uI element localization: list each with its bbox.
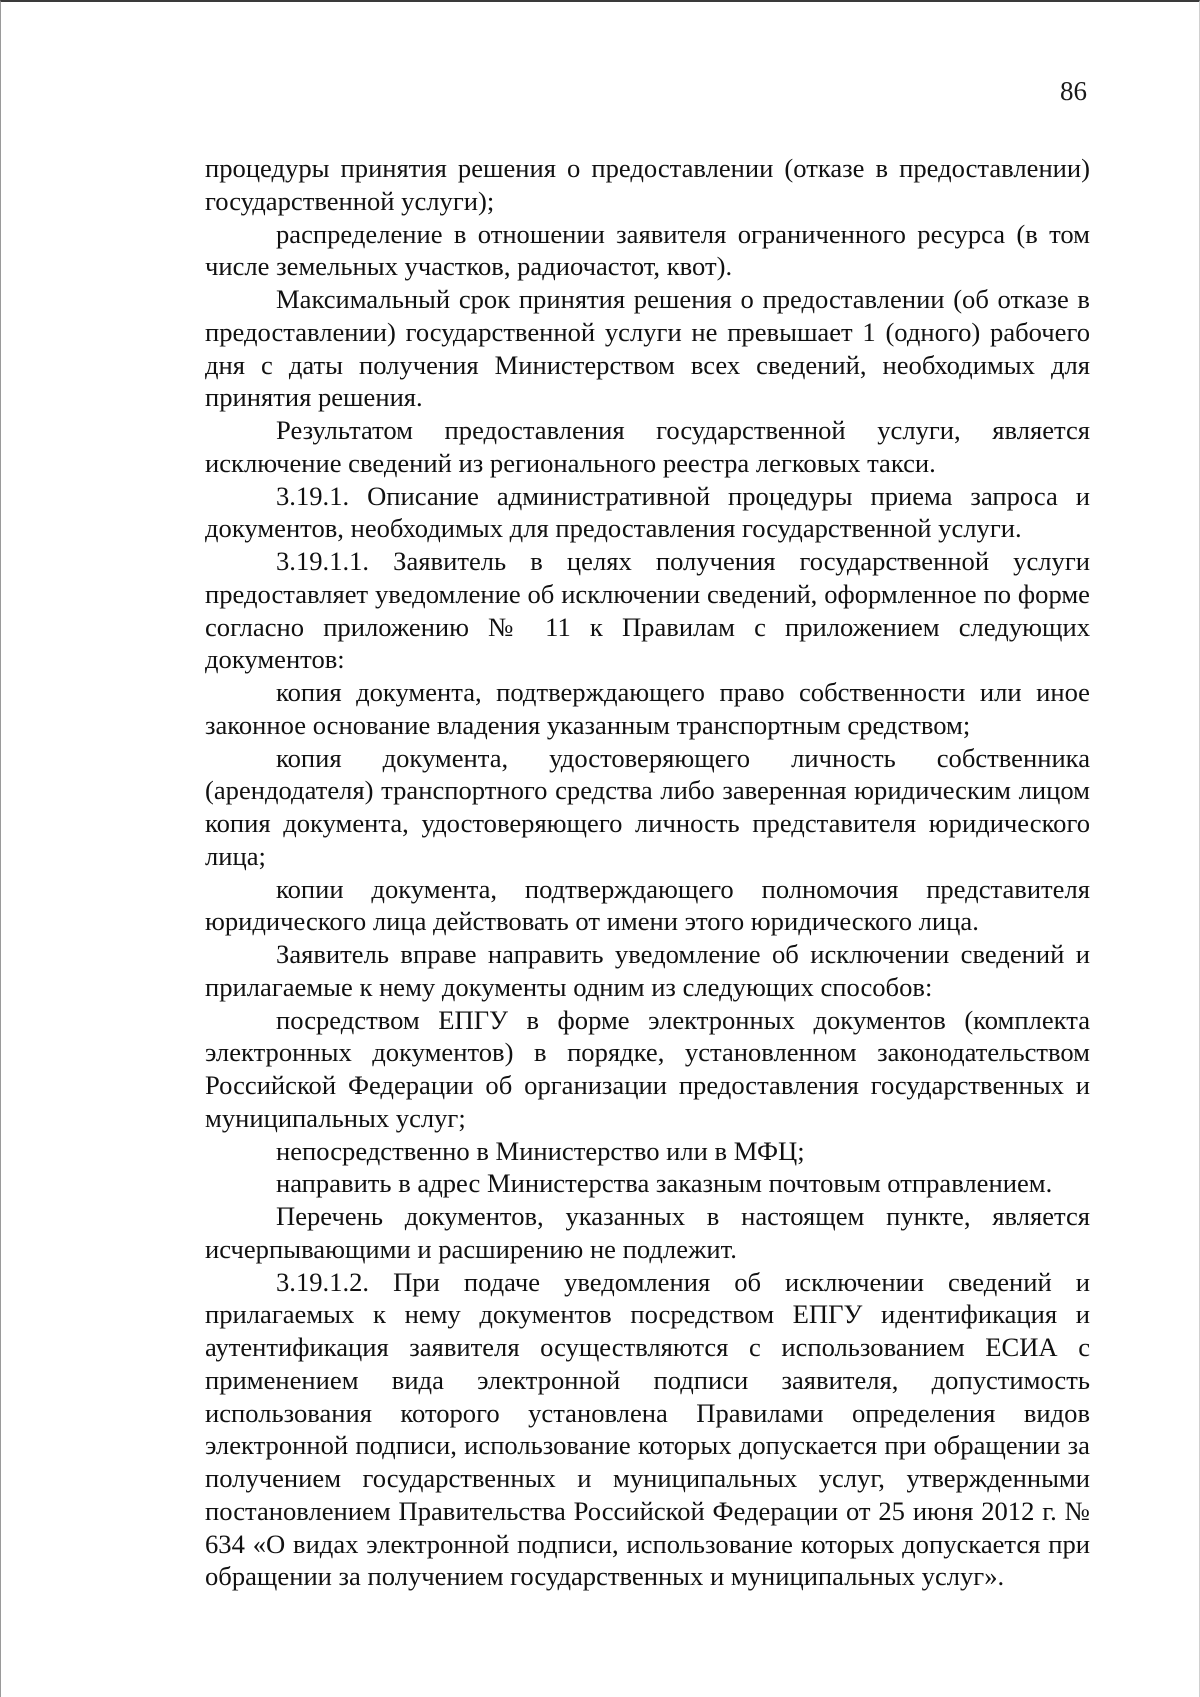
page-number: 86 bbox=[1060, 76, 1087, 106]
paragraph-authority-document: копии документа, подтверждающего полномочия представителя юридического лица действовать от имени этого юридического лица. bbox=[205, 873, 1090, 937]
paragraph-procedure-end: процедуры принятия решения о предоставлении (отказе в предоставлении) государственной услуги); bbox=[205, 153, 1090, 216]
paragraph-method-epgu: посредством ЕПГУ в форме электронных документов (комплекта электронных документов) в порядке, установленном законодательством Российской Федерации об организации предоставления государственных и муниципальных услуг; bbox=[205, 1004, 1090, 1133]
document-body bbox=[205, 152, 1090, 1593]
paragraph-identity-document: копия документа, удостоверяющего личность собственника (арендодателя) транспортного средства либо заверенная юридическим лицом копия документа, удостоверяющего личность представителя юридического лица; bbox=[205, 742, 1090, 871]
paragraph-ownership-document: копия документа, подтверждающего право собственности или иное законное основание владения указанным транспортным средством; bbox=[205, 677, 1090, 740]
paragraph-resource-distribution: распределение в отношении заявителя ограниченного ресурса (в том числе земельных участков, радиочастот, квот). bbox=[205, 218, 1090, 282]
paragraph-section-3-19-1-1: 3.19.1.1. Заявитель в целях получения государственной услуги предоставляет уведомление об исключении сведений, оформленное по форме согласно приложению № 11 к Правилам с приложением следующих документов: bbox=[205, 546, 1090, 675]
paragraph-decision-deadline: Максимальный срок принятия решения о предоставлении (об отказе в предоставлении) государственной услуги не превышает 1 (одного) рабочего дня с даты получения Министерством всех сведений, необходимых для принятия решения. bbox=[205, 284, 1090, 413]
paragraph-method-mail: направить в адрес Министерства заказным почтовым отправлением. bbox=[276, 1168, 1053, 1199]
paragraph-exhaustive-list: Перечень документов, указанных в настоящем пункте, является исчерпывающими и расширению не подлежит. bbox=[205, 1201, 1090, 1264]
paragraph-section-3-19-1-2: 3.19.1.2. При подаче уведомления об исключении сведений и прилагаемых к нему документов посредством ЕПГУ идентификация и аутентификация заявителя осуществляются с использованием ЕСИА с применением вида электронной подписи заявителя, допустимость использования которого установлена Правилами определения видов электронной подписи, использование которых допускается при обращении за получением государственных и муниципальных услуг, утвержденными постановлением Правительства Российской Федерации от 25 июня 2012 г. № 634 «О видах электронной подписи, использование которых допускается при обращении за получением государственных и муниципальных услуг». bbox=[205, 1266, 1090, 1592]
paragraph-method-in-person: непосредственно в Министерство или в МФЦ; bbox=[276, 1135, 805, 1166]
paragraph-section-3-19-1: 3.19.1. Описание административной процедуры приема запроса и документов, необходимых для предоставления государственной услуги. bbox=[205, 480, 1090, 544]
paragraph-submission-methods: Заявитель вправе направить уведомление об исключении сведений и прилагаемые к нему документы одним из следующих способов: bbox=[205, 939, 1090, 1002]
paragraph-service-result: Результатом предоставления государственной услуги, является исключение сведений из регионального реестра легковых такси. bbox=[205, 415, 1090, 478]
